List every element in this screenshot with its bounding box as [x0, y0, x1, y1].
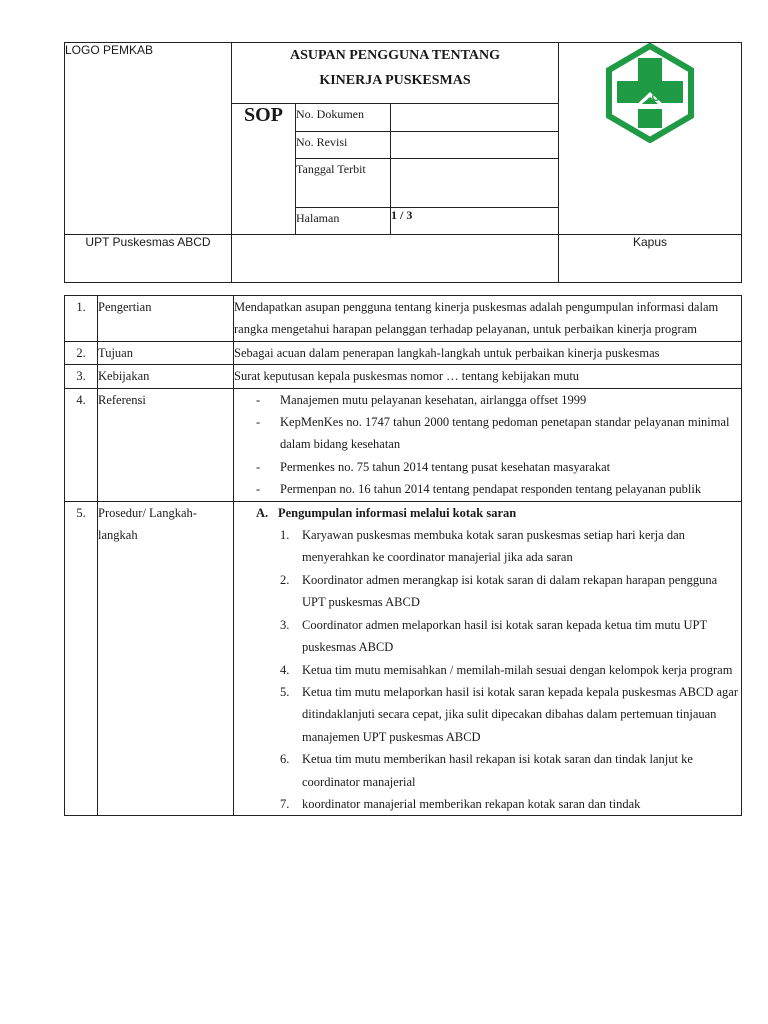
subsection-heading [234, 502, 741, 524]
meta-value-no-revisi [391, 132, 559, 159]
subsection-letter: A. [256, 505, 269, 520]
meta-label-no-revisi: No. Revisi [296, 132, 391, 159]
procedure-steps [234, 524, 741, 815]
procedure-step: 3. Coordinator admen melaporkan hasil isi kotak saran kepada ketua tim mutu UPT puskesmas ABCD [280, 617, 707, 655]
section-row-kebijakan [65, 365, 742, 388]
meta-value-no-dokumen [391, 104, 559, 132]
reference-item: - Manajemen mutu pelayanan kesehatan, airlangga offset 1999 [256, 392, 587, 407]
section-label: Prosedur/ Langkah-langkah [98, 501, 234, 816]
subsection-title: Pengumpulan informasi melalui kotak saran [278, 505, 517, 520]
meta-value-tanggal-terbit [391, 159, 559, 208]
signature-blank [232, 235, 559, 283]
meta-label-no-dokumen: No. Dokumen [296, 104, 391, 132]
procedure-step: 1. Karyawan puskesmas membuka kotak saran puskesmas setiap hari kerja dan menyerahkan ke coordinator manajerial jika ada saran [280, 528, 685, 565]
title-line-1: ASUPAN PENGGUNA TENTANG [289, 48, 501, 63]
section-number: 2. [65, 341, 98, 364]
section-number: 1. [65, 296, 98, 342]
section-row-prosedur [65, 501, 742, 816]
meta-label-halaman: Halaman [296, 208, 391, 235]
reference-list [234, 389, 741, 501]
section-label: Pengertian [98, 296, 234, 342]
reference-list-cell [234, 388, 742, 501]
section-text: Surat keputusan kepala puskesmas nomor … tentang kebijakan mutu [234, 365, 742, 388]
procedure-step: 6. Ketua tim mutu memberikan hasil rekapan isi kotak saran dan tindak lanjut ke coordinator manajerial [280, 752, 693, 789]
reference-item: - Permenpan no. 16 tahun 2014 tentang pendapat responden tentang pelayanan publik [256, 482, 702, 497]
section-number: 3. [65, 365, 98, 388]
section-text: Mendapatkan asupan pengguna tentang kinerja puskesmas adalah pengumpulan informasi dalam rangka mengetahui harapan pelanggan terhadap pelayanan, untuk perbaikan kinerja program [234, 296, 742, 342]
procedure-step: 4. Ketua tim mutu memisahkan / memilah-milah sesuai dengan kelompok kerja program [280, 662, 733, 677]
document-title [232, 43, 559, 104]
signer-kapus: Kapus [559, 235, 742, 283]
logo-pemkab-placeholder: LOGO PEMKAB [65, 43, 232, 235]
meta-label-tanggal-terbit: Tanggal Terbit [296, 159, 391, 208]
procedure-step: 7. koordinator manajerial memberikan rekapan kotak saran dan tindak [280, 796, 641, 811]
reference-item: - Permenkes no. 75 tahun 2014 tentang pusat kesehatan masyarakat [256, 459, 611, 474]
puskesmas-logo-cell [559, 43, 742, 235]
meta-value-halaman: 1 / 3 [391, 208, 559, 235]
section-text: Sebagai acuan dalam penerapan langkah-langkah untuk perbaikan kinerja puskesmas [234, 341, 742, 364]
sop-content-table [64, 295, 742, 816]
procedure-step: 2. Koordinator admen merangkap isi kotak saran di dalam rekapan harapan pengguna UPT puskesmas ABCD [280, 572, 718, 610]
puskesmas-logo-icon [600, 43, 700, 143]
section-label: Tujuan [98, 341, 234, 364]
procedure-cell [234, 501, 742, 816]
section-number: 4. [65, 388, 98, 501]
section-row-tujuan [65, 341, 742, 364]
sop-label: SOP [232, 104, 296, 235]
unit-name: UPT Puskesmas ABCD [65, 235, 232, 283]
section-row-pengertian [65, 296, 742, 342]
sop-header-table [64, 42, 742, 283]
title-line-2: KINERJA PUSKESMAS [319, 73, 471, 88]
section-number: 5. [65, 501, 98, 816]
section-label: Kebijakan [98, 365, 234, 388]
section-row-referensi [65, 388, 742, 501]
section-label: Referensi [98, 388, 234, 501]
procedure-step: 5. Ketua tim mutu melaporkan hasil isi kotak saran kepada kepala puskesmas ABCD agar ditindaklanjuti secara cepat, jika sulit dipecakan dibahas dalam pertemuan tinjauan manajemen UPT puskesmas ABCD [280, 684, 738, 744]
reference-item: - KepMenKes no. 1747 tahun 2000 tentang pedoman penetapan standar pelayanan minimal dalam bidang kesehatan [256, 415, 730, 452]
